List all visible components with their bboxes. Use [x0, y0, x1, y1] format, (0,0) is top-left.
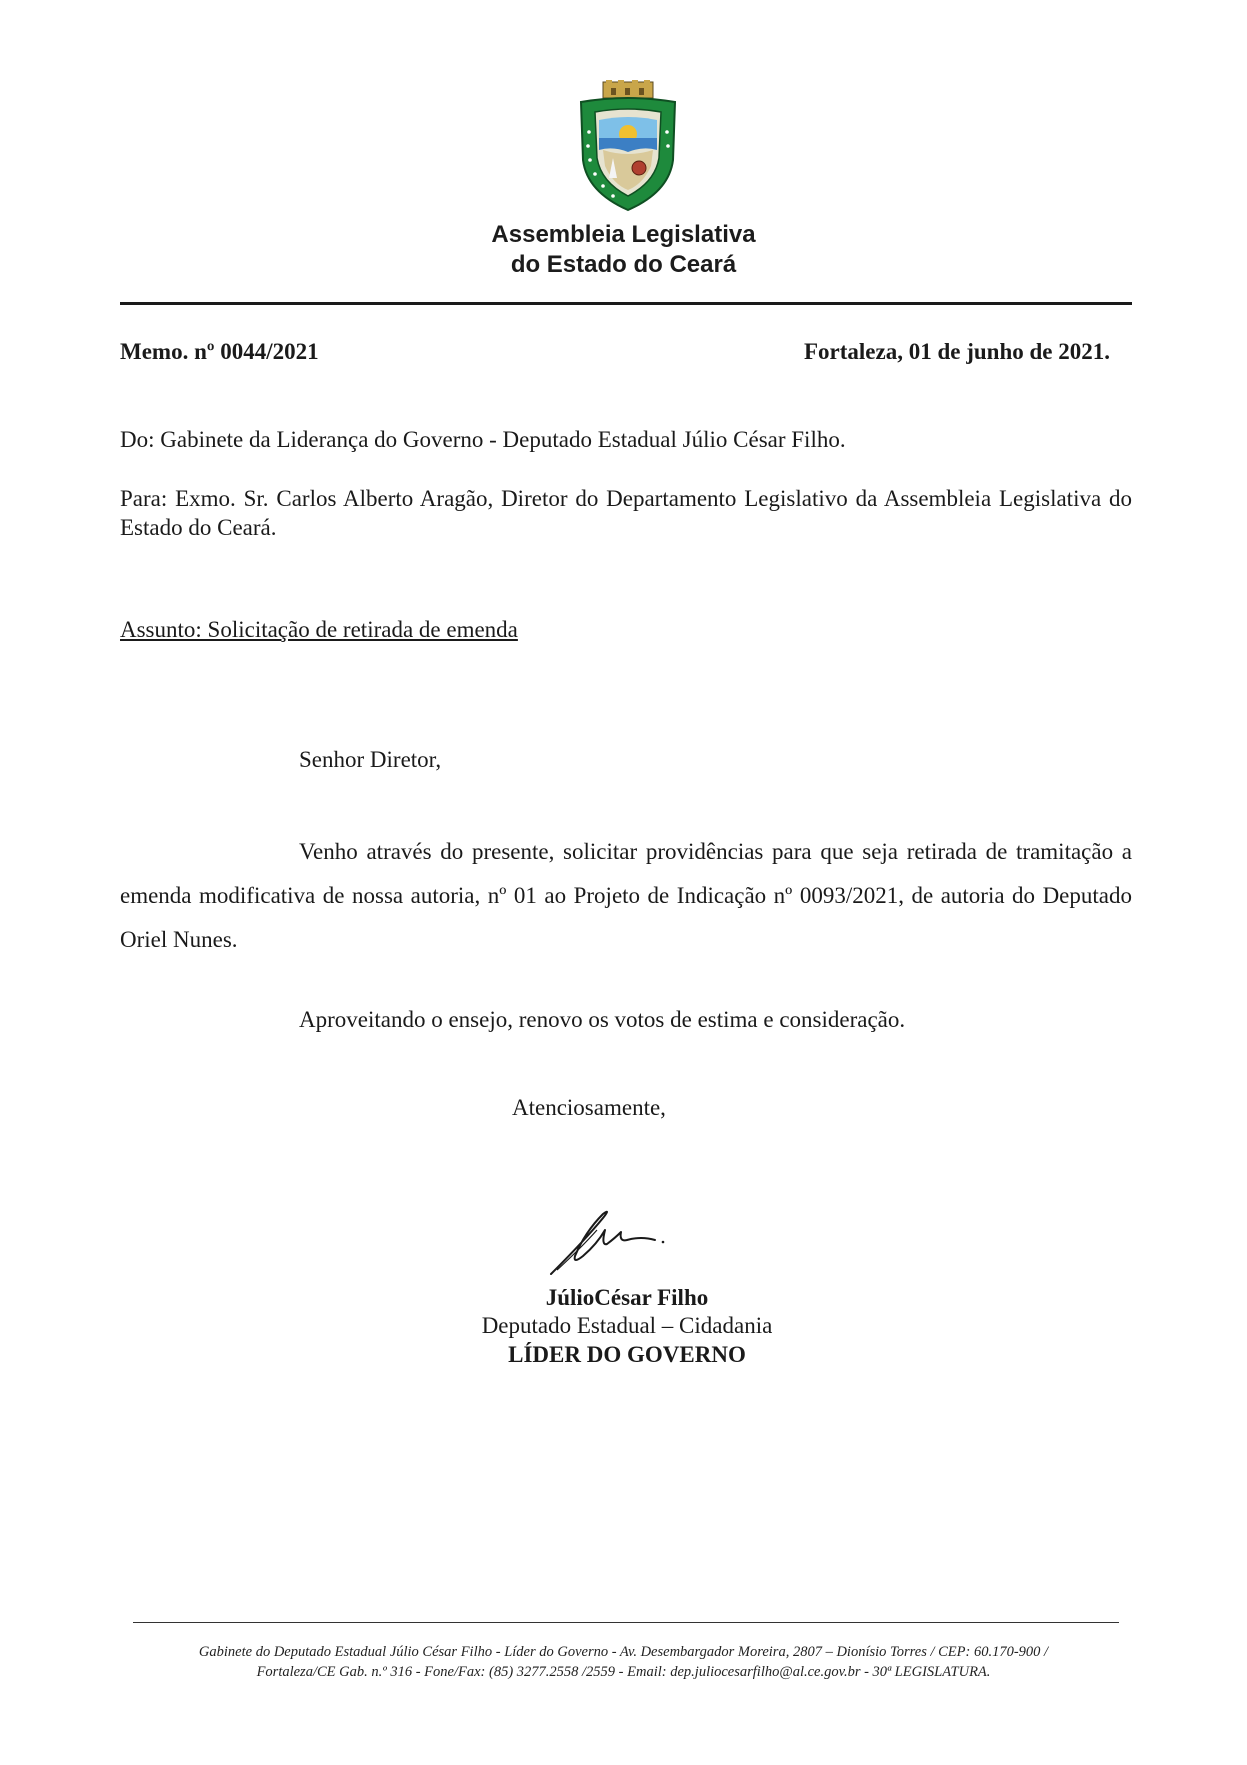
- memo-date: Fortaleza, 01 de junho de 2021.: [803, 339, 1110, 364]
- sign-off: Atenciosamente,: [512, 1095, 666, 1120]
- footer-line2: Fortaleza/CE Gab. n.º 316 - Fone/Fax: (85) 3277.2558 /2559 - Email: dep.juliocesarfilho@al.ce.gov.br - 30ª LEGISLATURA.: [256, 1664, 991, 1680]
- ceara-coat-of-arms-icon: [573, 80, 683, 212]
- signature-icon: [545, 1200, 685, 1280]
- signer-role: Deputado Estadual – Cidadania: [481, 1313, 773, 1338]
- salutation: Senhor Diretor,: [299, 747, 442, 772]
- org-name-line1: Assembleia Legislativa: [491, 221, 756, 248]
- subject-line: Assunto: Solicitação de retirada de emenda: [120, 617, 518, 642]
- closing-line: Aproveitando o ensejo, renovo os votos de estima e consideração.: [299, 1007, 906, 1032]
- body-paragraph: Venho através do presente, solicitar providências para que seja retirada de tramitação a emenda modificativa de nossa autoria, nº 01 ao Projeto de Indicação nº 0093/2021, de autoria do Deputado Oriel Nunes.: [120, 839, 1132, 952]
- to-line: Para: Exmo. Sr. Carlos Alberto Aragão, Diretor do Departamento Legislativo da Assembleia Legislativa do Estado do Ceará.: [120, 486, 1132, 540]
- footer-line1: Gabinete do Deputado Estadual Júlio César Filho - Líder do Governo - Av. Desembargador Moreira, 2807 – Dionísio Torres / CEP: 60.170-900 /: [198, 1644, 1049, 1660]
- memo-number: Memo. nº 0044/2021: [120, 339, 319, 364]
- org-name-line2: do Estado do Ceará: [510, 251, 737, 278]
- signer-name: JúlioCésar Filho: [545, 1285, 709, 1310]
- from-line: Do: Gabinete da Liderança do Governo - Deputado Estadual Júlio César Filho.: [120, 427, 846, 452]
- signer-title: LÍDER DO GOVERNO: [508, 1342, 746, 1367]
- header-divider: [120, 302, 1132, 305]
- footer-divider: [133, 1622, 1119, 1623]
